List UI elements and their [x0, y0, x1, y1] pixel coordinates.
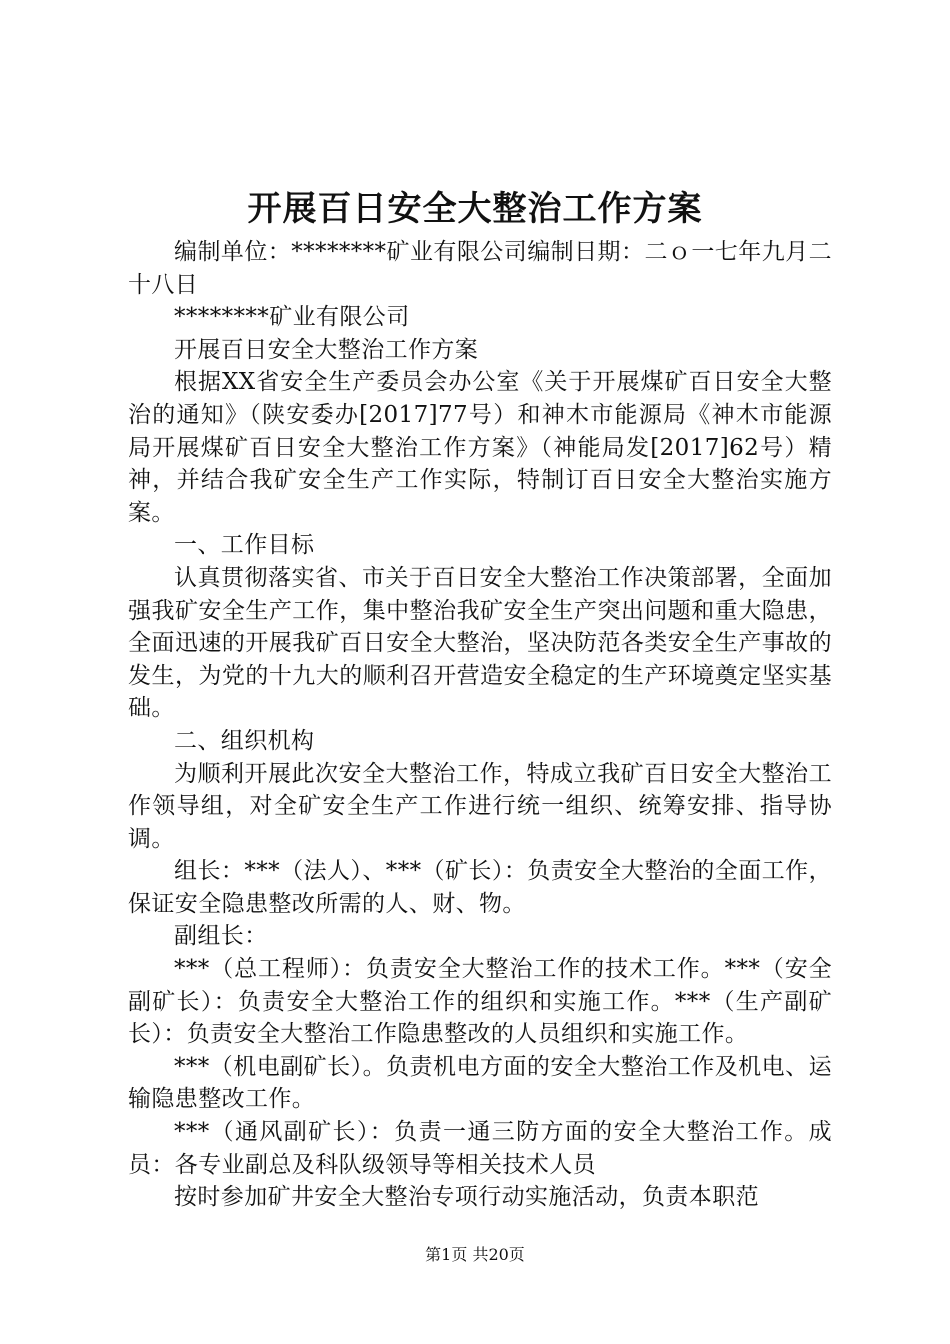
- document-title: 开展百日安全大整治工作方案: [247, 189, 703, 229]
- paragraph-group-leader: 组长：***（法人）、***（矿长）：负责安全大整治的全面工作，保证安全隐患整改所需的人、财、物。: [128, 858, 832, 917]
- heading-organization: 二、组织机构: [174, 727, 315, 754]
- paragraph-ventilation-members: ***（通风副矿长）：负责一通三防方面的安全大整治工作。成员：各专业副总及科队级领导等相关技术人员: [128, 1119, 832, 1178]
- paragraph-participation: 按时参加矿井安全大整治专项行动实施活动，负责本职范: [174, 1184, 759, 1211]
- paragraph-subtitle: 开展百日安全大整治工作方案: [174, 336, 479, 363]
- paragraph-electromechanical: ***（机电副矿长）。负责机电方面的安全大整治工作及机电、运输隐患整改工作。: [128, 1053, 832, 1113]
- paragraph-basis: 根据XX省安全生产委员会办公室《关于开展煤矿百日安全大整治的通知》（陕安委办[2017]77号）和神木市能源局《神木市能源局开展煤矿百日安全大整治工作方案》（神能局发[2017]62号）精神，并结合我矿安全生产工作实际，特制订百日安全大整治实施方案。: [128, 369, 832, 526]
- heading-work-goal: 一、工作目标: [174, 532, 315, 559]
- page-number-footer: 第1页 共20页: [425, 1245, 525, 1264]
- document-body: [128, 236, 832, 1214]
- paragraph-deputy-duties: ***（总工程师）：负责安全大整治工作的技术工作。***（安全副矿长）：负责安全大整治工作的组织和实施工作。***（生产副矿长）：负责安全大整治工作隐患整改的人员组织和实施工作。: [128, 956, 832, 1048]
- paragraph-deputy-leader-label: 副组长：: [174, 923, 268, 950]
- paragraph-compiler-info: 编制单位：********矿业有限公司编制日期：二ｏ一七年九月二十八日: [128, 239, 832, 298]
- paragraph-company-name: ********矿业有限公司: [174, 304, 410, 331]
- paragraph-organization: 为顺利开展此次安全大整治工作，特成立我矿百日安全大整治工作领导组，对全矿安全生产工作进行统一组织、统筹安排、指导协调。: [128, 760, 832, 852]
- paragraph-work-goal: 认真贯彻落实省、市关于百日安全大整治工作决策部署，全面加强我矿安全生产工作，集中整治我矿安全生产突出问题和重大隐患，全面迅速的开展我矿百日安全大整治，坚决防范各类安全生产事故的发生，为党的十九大的顺利召开营造安全稳定的生产环境奠定坚实基础。: [128, 564, 832, 722]
